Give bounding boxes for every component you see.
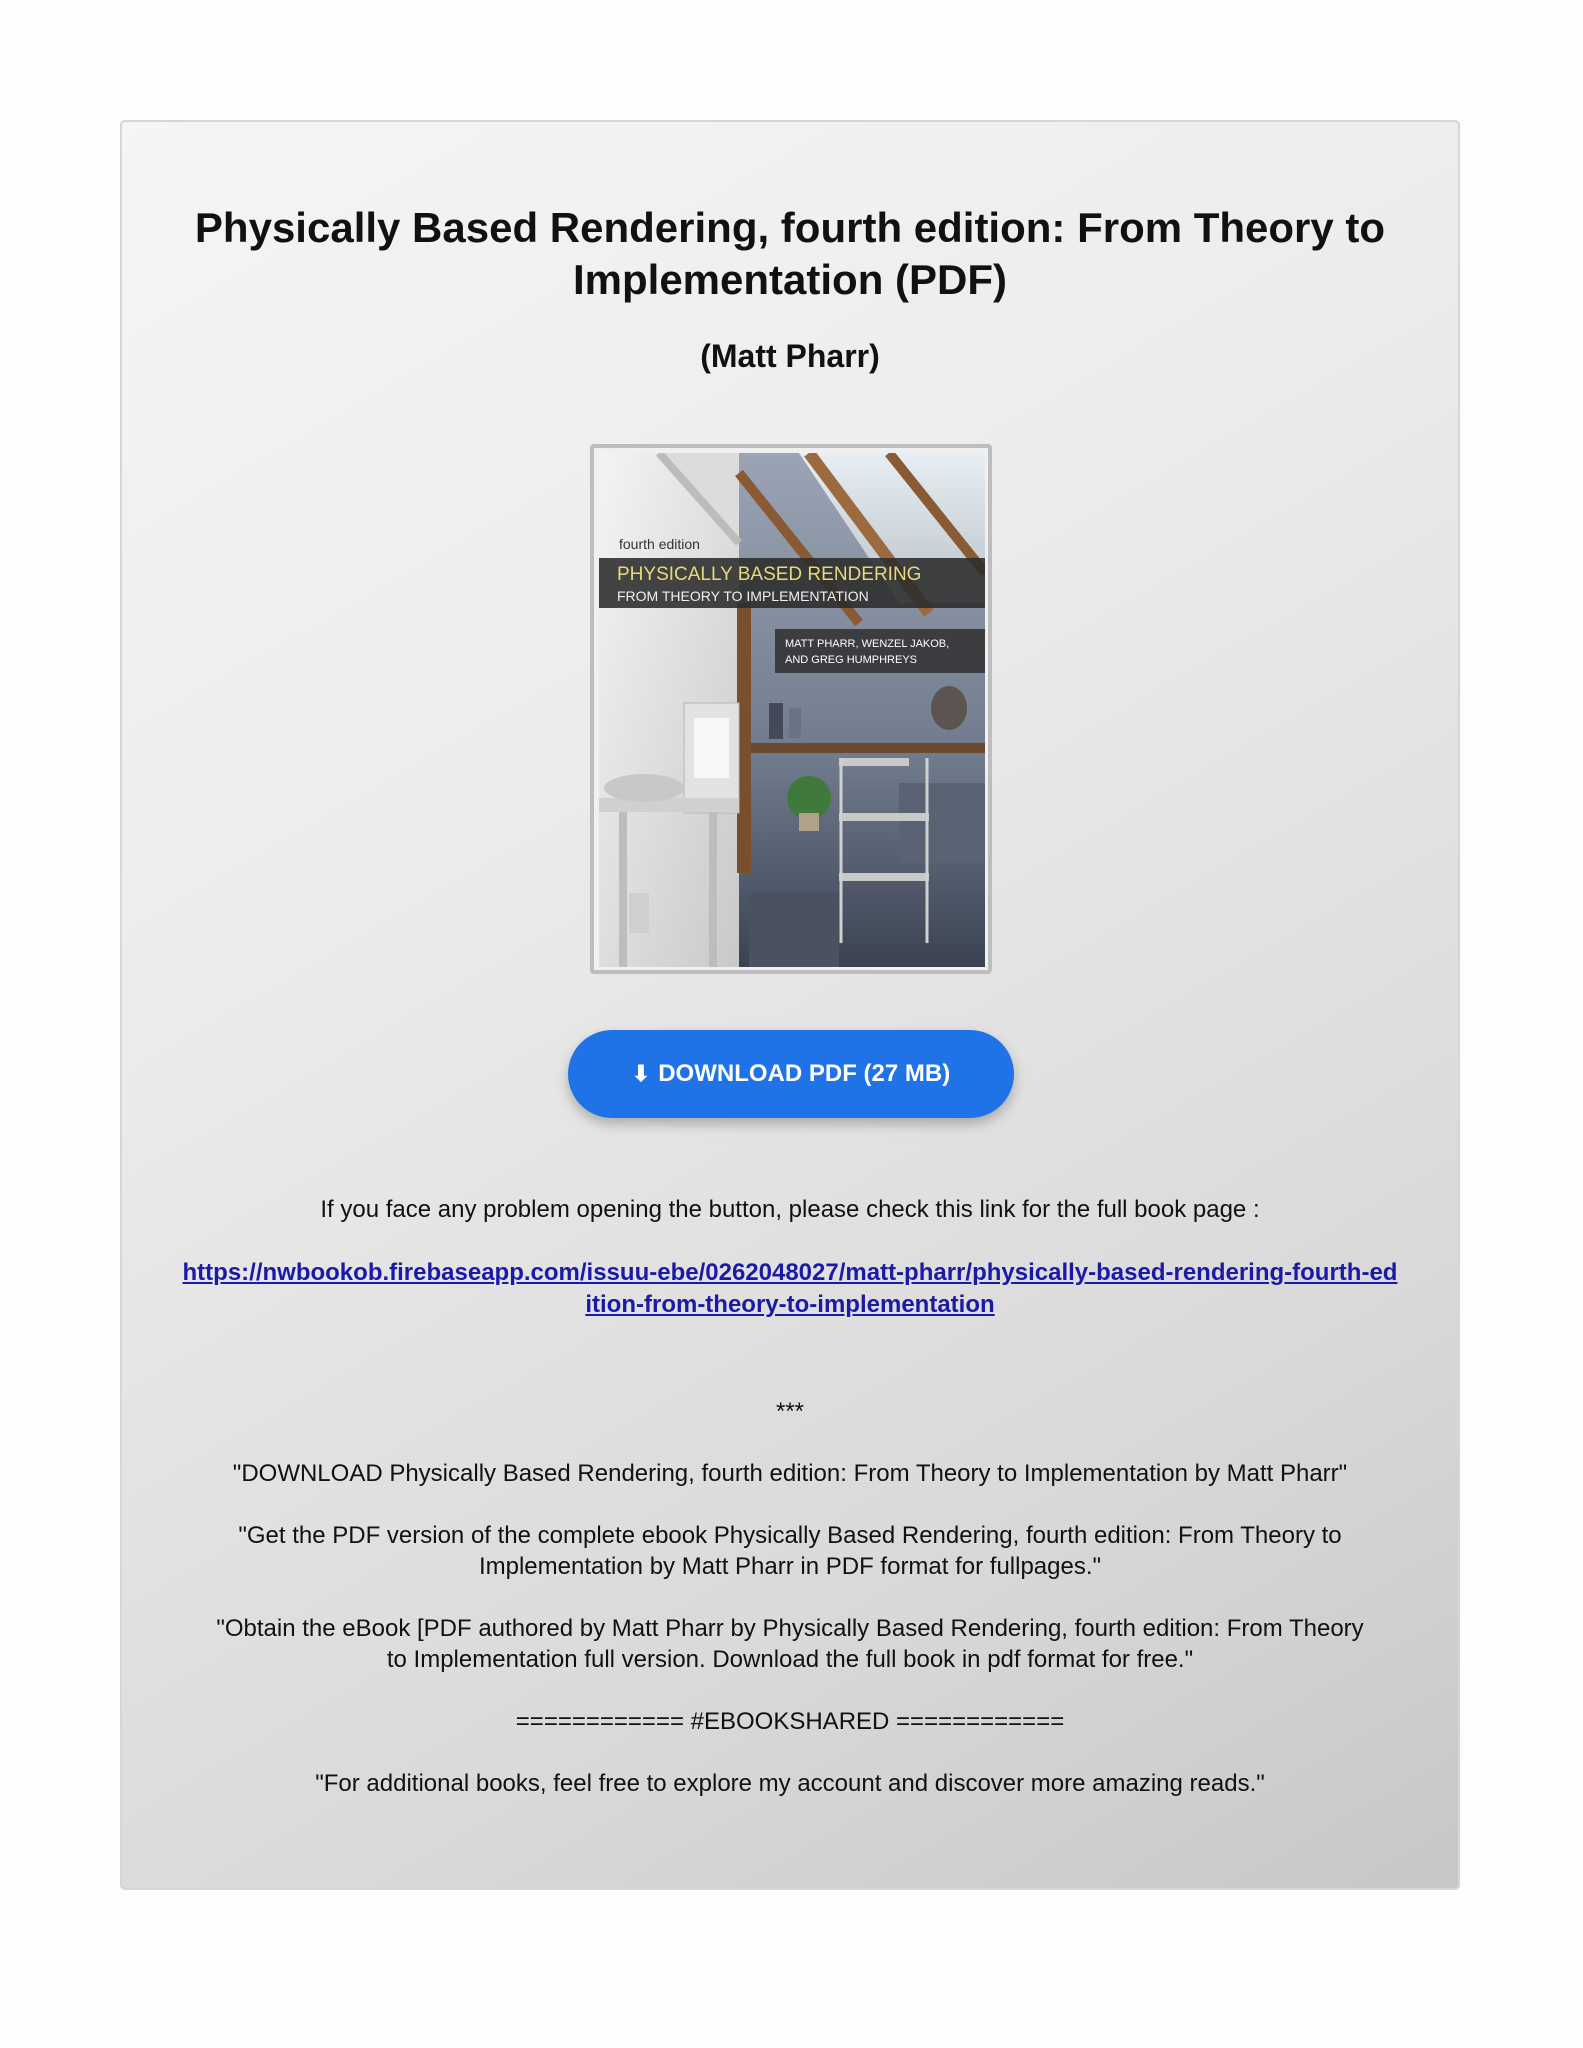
cover-floor-shadow: [749, 893, 839, 967]
cover-grey-table-leg-2: [709, 812, 717, 967]
cover-cart-bottom: [839, 873, 929, 881]
cover-grey-table: [599, 798, 739, 812]
download-icon: ⬇: [631, 1061, 651, 1086]
paragraph-download: "DOWNLOAD Physically Based Rendering, fourth edition: From Theory to Implementation by Matt Pharr": [232, 1460, 1348, 1487]
cover-authors-band: [775, 629, 985, 673]
author-name: (Matt Pharr): [700, 338, 880, 374]
cover-cart-top: [839, 758, 909, 766]
download-pdf-label: DOWNLOAD PDF (27 MB): [658, 1060, 951, 1087]
cover-jar-2: [789, 708, 801, 738]
cover-shelf-top: [751, 743, 985, 753]
cover-vase: [931, 686, 967, 730]
book-cover: [590, 444, 992, 974]
cover-cabinet: [899, 783, 985, 863]
book-page-link[interactable]: https://nwbookob.firebaseapp.com/issuu-ebe/0262048027/matt-pharr/physically-based-rendering-fourth-edition-from-theory-to-implementation: [182, 1259, 1398, 1318]
cover-edition-label: fourth edition: [619, 536, 700, 552]
hashtag-banner: ============ #EBOOKSHARED ============: [515, 1708, 1065, 1735]
separator-stars: ***: [775, 1398, 805, 1425]
cover-jar-1: [769, 703, 783, 739]
paragraph-additional-books: "For additional books, feel free to explore my account and discover more amazing reads.": [315, 1770, 1265, 1797]
cover-book-title: PHYSICALLY BASED RENDERING: [617, 564, 922, 585]
page-title: Physically Based Rendering, fourth edition: From Theory to Implementation (PDF): [194, 204, 1386, 303]
cover-grey-scrolls: [604, 774, 684, 802]
book-cover-image: [599, 453, 985, 967]
cover-book-subtitle: FROM THEORY TO IMPLEMENTATION: [617, 588, 869, 604]
cover-grey-frame: [694, 718, 729, 778]
cover-cart-mid: [839, 813, 929, 821]
content-card: [120, 120, 1460, 1890]
paragraph-get-pdf: "Get the PDF version of the complete ebook Physically Based Rendering, fourth edition: From Theory to Implementation by Matt Pharr in PDF format for fullpages.": [238, 1522, 1342, 1580]
cover-authors-line2: AND GREG HUMPHREYS: [785, 654, 918, 666]
cover-plant-pot: [799, 813, 819, 831]
paragraph-obtain-ebook: "Obtain the eBook [PDF authored by Matt Pharr by Physically Based Rendering, fourth edition: From Theory to Implementation full version. Download the full book in pdf format for free.": [216, 1615, 1364, 1673]
cover-grey-bin: [629, 893, 649, 933]
help-text: If you face any problem opening the button, please check this link for the full book page :: [320, 1196, 1260, 1223]
download-pdf-button[interactable]: [568, 1030, 1014, 1118]
cover-authors-line1: MATT PHARR, WENZEL JAKOB,: [785, 638, 950, 650]
cover-grey-table-leg-1: [619, 812, 627, 967]
